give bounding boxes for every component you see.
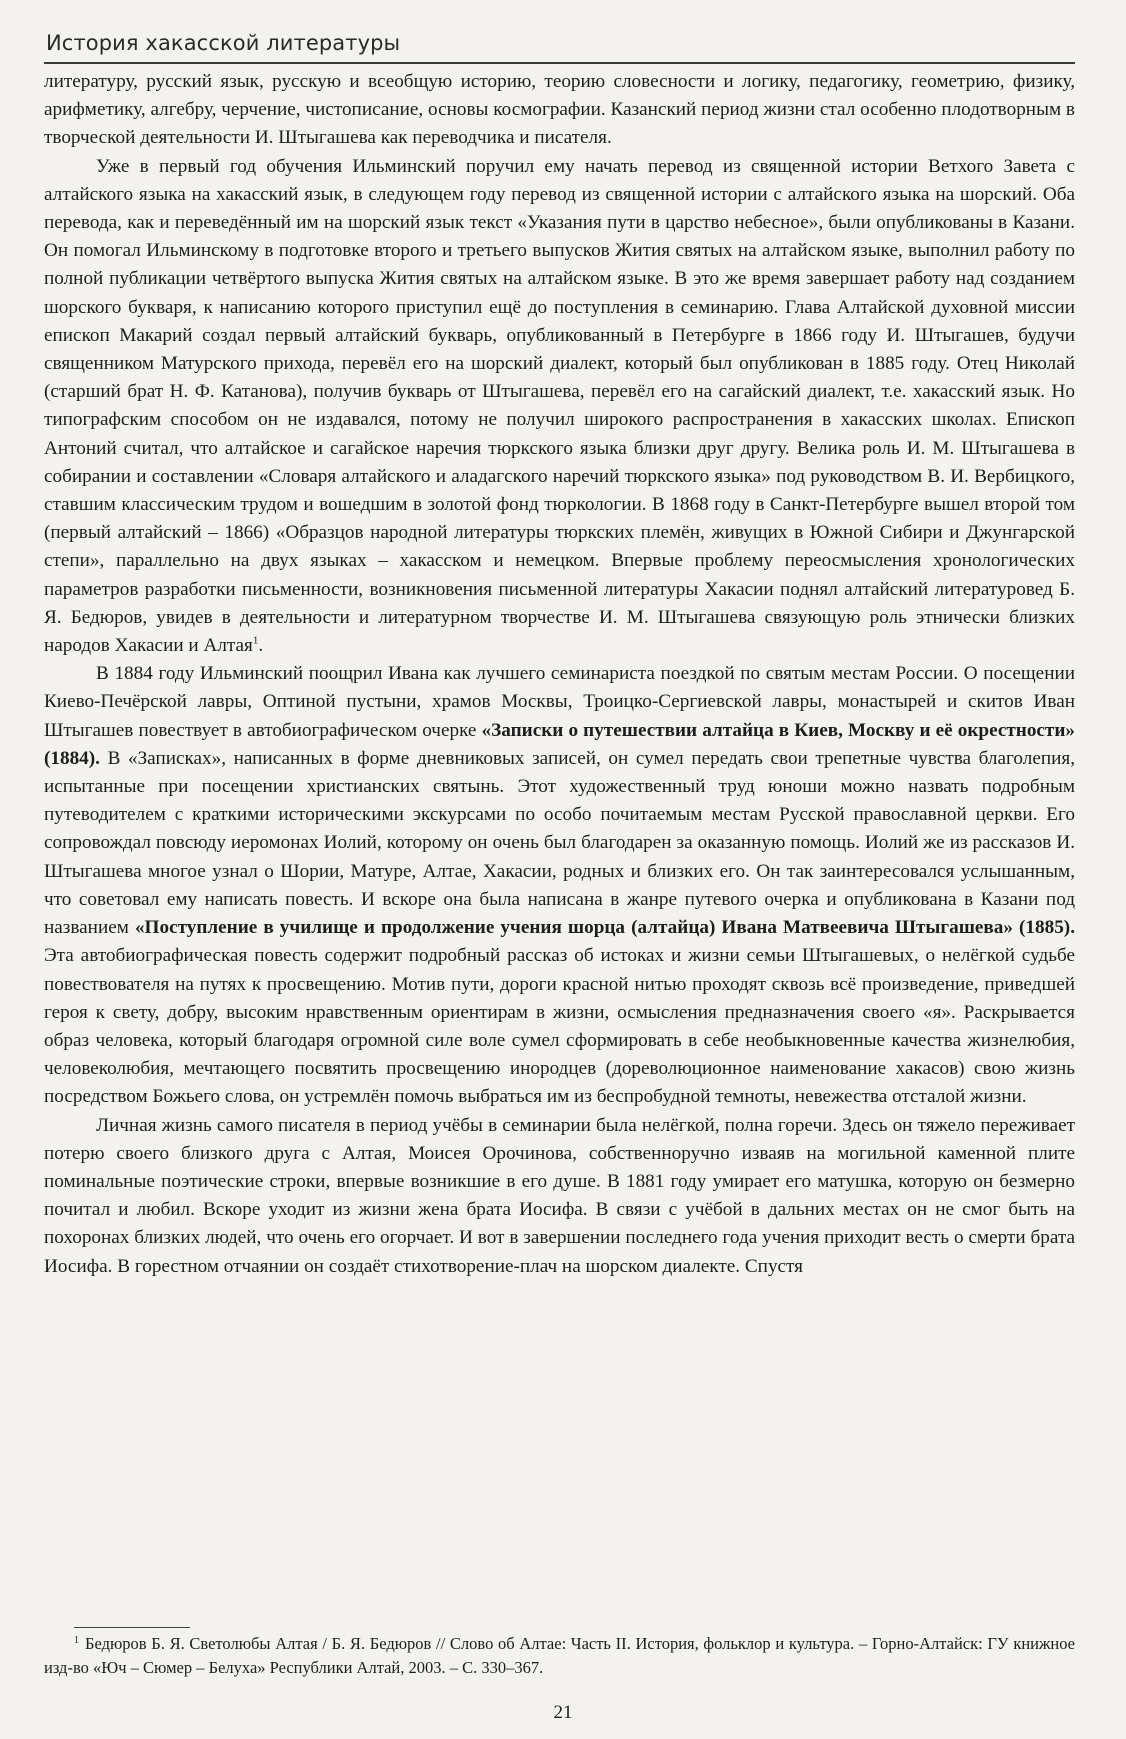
- footnote-reference[interactable]: 1: [252, 634, 259, 647]
- running-head-title: История хакасской литературы: [46, 31, 401, 55]
- footnote: [44, 1632, 1075, 1680]
- body-text: [44, 68, 1075, 1281]
- paragraph-3: [44, 660, 1075, 1111]
- paragraph-3-part-b: В «Записках», написанных в форме дневниковых записей, он сумел передать свои трепетные чувства благолепия, испытанные при посещении христианских святынь. Этот художественный труд юноши можно назвать подробным путеводителем с краткими историческими экскурсами по особо почитаемым местам Русской православной церкви. Его сопровождал повсюду иеромонах Иолий, которому он очень был благодарен за оказанную помощь. Иолий же из рассказов И. Штыгашева многое узнал о Шории, Матуре, Алтае, Хакасии, родных и близких его. Он так заинтересовался услышанным, что советовал ему написать повесть. И вскоре она была написана в жанре путевого очерка и опубликована в Казани под названием: [44, 747, 1075, 939]
- paragraph-2-end: .: [258, 635, 264, 657]
- page-number: 21: [553, 1702, 573, 1723]
- work-title-zapiski: «Записки о путешествии алтайца в Киев, Москву и её окрестности» (1884).: [44, 719, 1076, 769]
- paragraph-1: литературу, русский язык, русскую и всеобщую историю, теорию словесности и логику, педагогику, геометрию, физику, арифметику, алгебру, черчение, чистописание, основы космографии. Казанский период жизни стал особенно плодотворным в творческой деятельности И. Штыгашева как переводчика и писателя.: [44, 71, 1075, 149]
- footnote-text: Бедюров Б. Я. Светолюбы Алтая / Б. Я. Бедюров // Слово об Алтае: Часть II. История, фольклор и культура. – Горно-Алтайск: ГУ книжное изд-во «Юч – Сюмер – Белуха» Республики Алтай, 2003. – С. 330–367.: [44, 1634, 1075, 1677]
- paragraph-4: Личная жизнь самого писателя в период учёбы в семинарии была нелёгкой, полна горечи. Здесь он тяжело переживает потерю своего близкого друга с Алтая, Моисея Орочинова, собственноручно изваяв на могильной каменной плите поминальные поэтические строки, впервые возникшие в его душе. В 1881 году умирает его матушка, которую он безмерно почитал и любил. Вскоре уходит из жизни жена брата Иосифа. В связи с учёбой в дальних местах он не смог быть на похоронах близких людей, что очень его огорчает. И вот в завершении последнего года учения приходит весть о смерти брата Иосифа. В горестном отчаянии он создаёт стихотворение-плач на шорском диалекте. Спустя: [44, 1114, 1075, 1277]
- paragraph-2: [44, 153, 1075, 661]
- paragraph-3-part-a: В 1884 году Ильминский поощрил Ивана как лучшего семинариста поездкой по святым местам России. О посещении Киево-Печёрской лавры, Оптиной пустыни, храмов Москвы, Троицко-Сергиевской лавры, монастырей и скитов Иван Штыгашев повествует в автобиографическом очерке: [44, 663, 1075, 741]
- footnote-separator: [74, 1627, 190, 1628]
- footnote-mark: 1: [74, 1634, 79, 1646]
- paragraph-3-part-c: Эта автобиографическая повесть содержит подробный рассказ об истоках и жизни семьи Штыгашевых, о нелёгкой судьбе повествователя на путях к просвещению. Мотив пути, дороги красной нитью проходят сквозь всё произведение, приведшей героя к свету, добру, высоким нравственным ориентирам в жизни, осмысления предназначения своего «я». Раскрывается образ человека, который благодаря огромной силе воле сумел сформировать в себе необыкновенные качества жизнелюбия, человеколюбия, мечтающего посвятить просвещению инородцев (дореволюционное наименование хакасов) свою жизнь посредством Божьего слова, он устремлён помочь выбраться им из беспробудной темноты, невежества отсталой жизни.: [44, 945, 1075, 1108]
- work-title-postuplenie: «Поступление в училище и продолжение учения шорца (алтайца) Ивана Матвеевича Штыгашева» (1885).: [134, 917, 1075, 939]
- header-rule: [44, 62, 1075, 64]
- paragraph-2-text: Уже в первый год обучения Ильминский поручил ему начать перевод из священной истории Ветхого Завета с алтайского языка на хакасский язык, в следующем году перевод из священной истории с алтайского языка на шорский. Оба перевода, как и переведённый им на шорский язык текст «Указания пути в царство небесное», были опубликованы в Казани. Он помогал Ильминскому в подготовке второго и третьего выпусков Жития святых на алтайском языке, выполнил работу по полной публикации четвёртого выпуска Жития святых на алтайском языке. В это же время завершает работу над созданием шорского букваря, к написанию которого приступил ещё до поступления в семинарию. Глава Алтайской духовной миссии епископ Макарий создал первый алтайский букварь, опубликованный в Петербурге в 1866 году И. Штыгашев, будучи священником Матурского прихода, перевёл его на шорский диалект, который был опубликован в 1885 году. Отец Николай (старший брат Н. Ф. Катанова), получив букварь от Штыгашева, перевёл его на сагайский диалект, т.е. хакасский язык. Но типографским способом он не издавался, потому не получил широкого распространения в хакасских школах. Епископ Антоний считал, что алтайское и сагайское наречия тюркского языка близки друг другу. Велика роль И. М. Штыгашева в собирании и составлении «Словаря алтайского и аладагского наречий тюркского языка» под руководством В. И. Вербицкого, ставшим классическим трудом и вошедшим в золотой фонд тюркологии. В 1868 году в Санкт-Петербурге вышел второй том (первый алтайский – 1866) «Образцов народной литературы тюркских племён, живущих в Южной Сибири и Джунгарской степи», параллельно на двух языках – хакасском и немецком. Впервые проблему переосмысления хронологических параметров разработки письменности, возникновения письменной литературы Хакасии поднял алтайский литературовед Б. Я. Бедюров, увидев в деятельности и литературном творчестве И. М. Штыгашева связующую роль этнически близких народов Хакасии и Алтая: [44, 155, 1075, 657]
